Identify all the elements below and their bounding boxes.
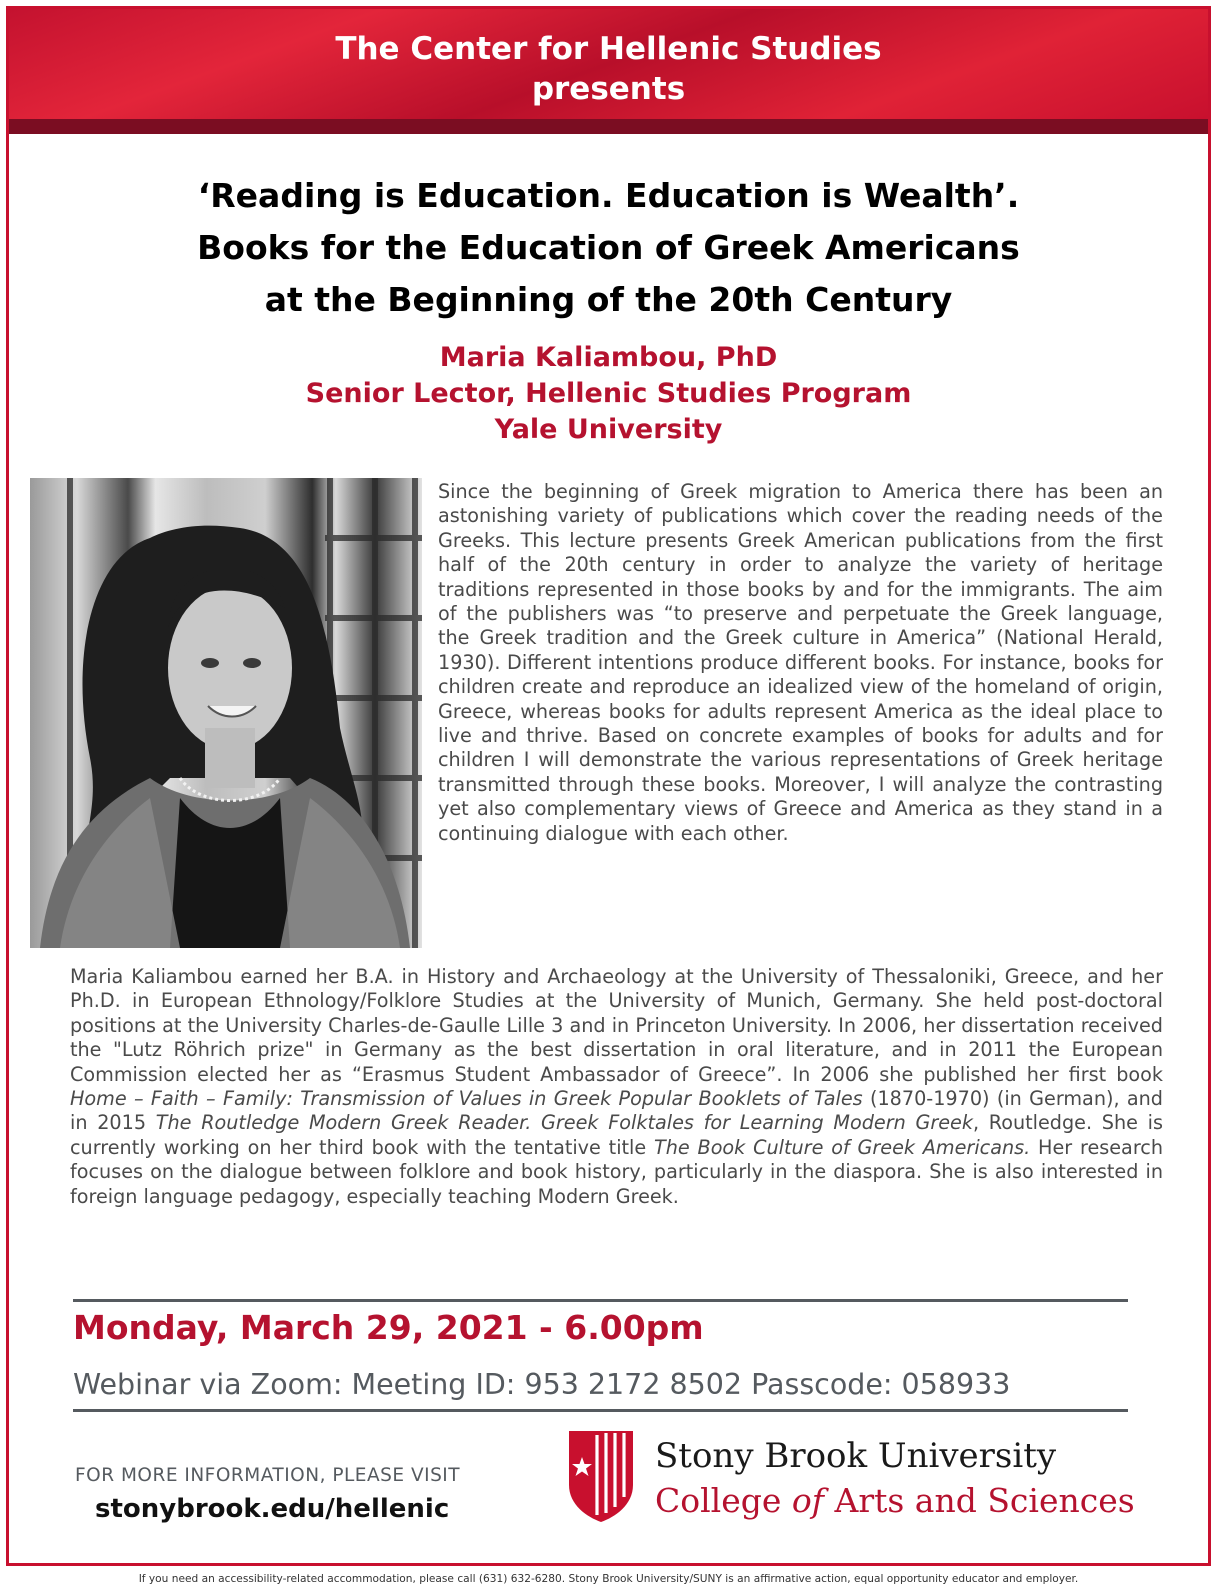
accessibility-footer: If you need an accessibility-related accommodation, please call (631) 632-6280. Stony Brook University/SUNY is an affirmative action, equal opportunity educator and employer.	[138, 1573, 1079, 1585]
university-name: Stony Brook University	[655, 1436, 1057, 1476]
college-name	[655, 1481, 1135, 1521]
divider-top	[73, 1299, 1128, 1302]
title-line-3: at the Beginning of the 20th Century	[264, 280, 953, 319]
speaker-biography	[70, 965, 1163, 1209]
banner-line-1: The Center for Hellenic Studies	[335, 31, 882, 67]
title-line-2: Books for the Education of Greek Americans	[197, 228, 1020, 267]
speaker-name: Maria Kaliambou, PhD	[439, 342, 778, 373]
college-prefix: College	[655, 1481, 792, 1520]
speaker-portrait-photo	[30, 478, 422, 948]
event-date: Monday, March 29, 2021 - 6.00pm	[73, 1308, 704, 1347]
lecture-abstract: Since the beginning of Greek migration to America there has been an astonishing variety of publications which cover the reading needs of the Greeks. This lecture presents Greek American publications from the first half of the 20th century in order to analyze the variety of heritage traditions represented in those books by and for the immigrants. The aim of the publishers was “to preserve and perpetuate the Greek language, the Greek tradition and the Greek culture in America” (National Herald, 1930). Different intentions produce different books. For instance, books for children create and reproduce an idealized view of the homeland of origin, Greece, whereas books for adults represent America as the ideal place to live and thrive. Based on concrete examples of books for adults and for children I will demonstrate the various representations of Greek heritage transmitted through these books. Moreover, I will analyze the contrasting yet also complementary views of Greece and America as they stand in a continuing dialogue with each other.	[438, 480, 1163, 845]
bio-book-3: The Book Culture of Greek Americans.	[654, 1135, 1031, 1159]
portrait-illustration	[30, 478, 422, 948]
bio-text-3: , Routledge. She is currently working on her third book with the tentative title	[70, 1111, 1163, 1159]
bio-text-4: Her research focuses on the dialogue between folklore and book history, particularly in the diaspora. She is also interested in foreign language pedagogy, especially teaching Modern Greek.	[70, 1135, 1163, 1208]
speaker-institution: Yale University	[494, 414, 723, 445]
stony-brook-shield-logo-icon	[567, 1427, 635, 1523]
bio-text-2: (1870-1970) (in German), and in 2015	[70, 1087, 1163, 1135]
banner-stripe	[9, 119, 1208, 134]
banner-line-2: presents	[531, 71, 686, 107]
webinar-details: Webinar via Zoom: Meeting ID: 953 2172 8502 Passcode: 058933	[73, 1368, 1011, 1401]
info-link[interactable]: stonybrook.edu/hellenic	[95, 1494, 450, 1524]
college-of: of	[791, 1481, 824, 1520]
bio-text-1: Maria Kaliambou earned her B.A. in History and Archaeology at the University of Thessaloniki, Greece, and her Ph.D. in European Ethnology/Folklore Studies at the University of Munich, Germany. She held post-doctoral positions at the University Charles-de-Gaulle Lille 3 and in Princeton University. In 2006, her dissertation received the "Lutz Röhrich prize" in Germany as the best dissertation in oral literature, and in 2011 the European Commission elected her as “Erasmus Student Ambassador of Greece”. In 2006 she published her first book	[70, 965, 1163, 1086]
bio-book-1: Home – Faith – Family: Transmission of Values in Greek Popular Booklets of Tales	[70, 1087, 863, 1111]
header-banner	[9, 9, 1208, 119]
more-info-label: FOR MORE INFORMATION, PLEASE VISIT	[75, 1465, 461, 1486]
banner-heading	[9, 29, 1208, 109]
speaker-block	[20, 340, 1197, 448]
college-suffix: Arts and Sciences	[824, 1481, 1135, 1520]
bio-book-2: The Routledge Modern Greek Reader. Greek Folktales for Learning Modern Greek	[155, 1111, 973, 1135]
lecture-title	[20, 170, 1197, 326]
speaker-position: Senior Lector, Hellenic Studies Program	[305, 378, 912, 409]
divider-bottom	[73, 1409, 1128, 1412]
title-line-1: ‘Reading is Education. Education is Wealth’.	[197, 176, 1020, 215]
